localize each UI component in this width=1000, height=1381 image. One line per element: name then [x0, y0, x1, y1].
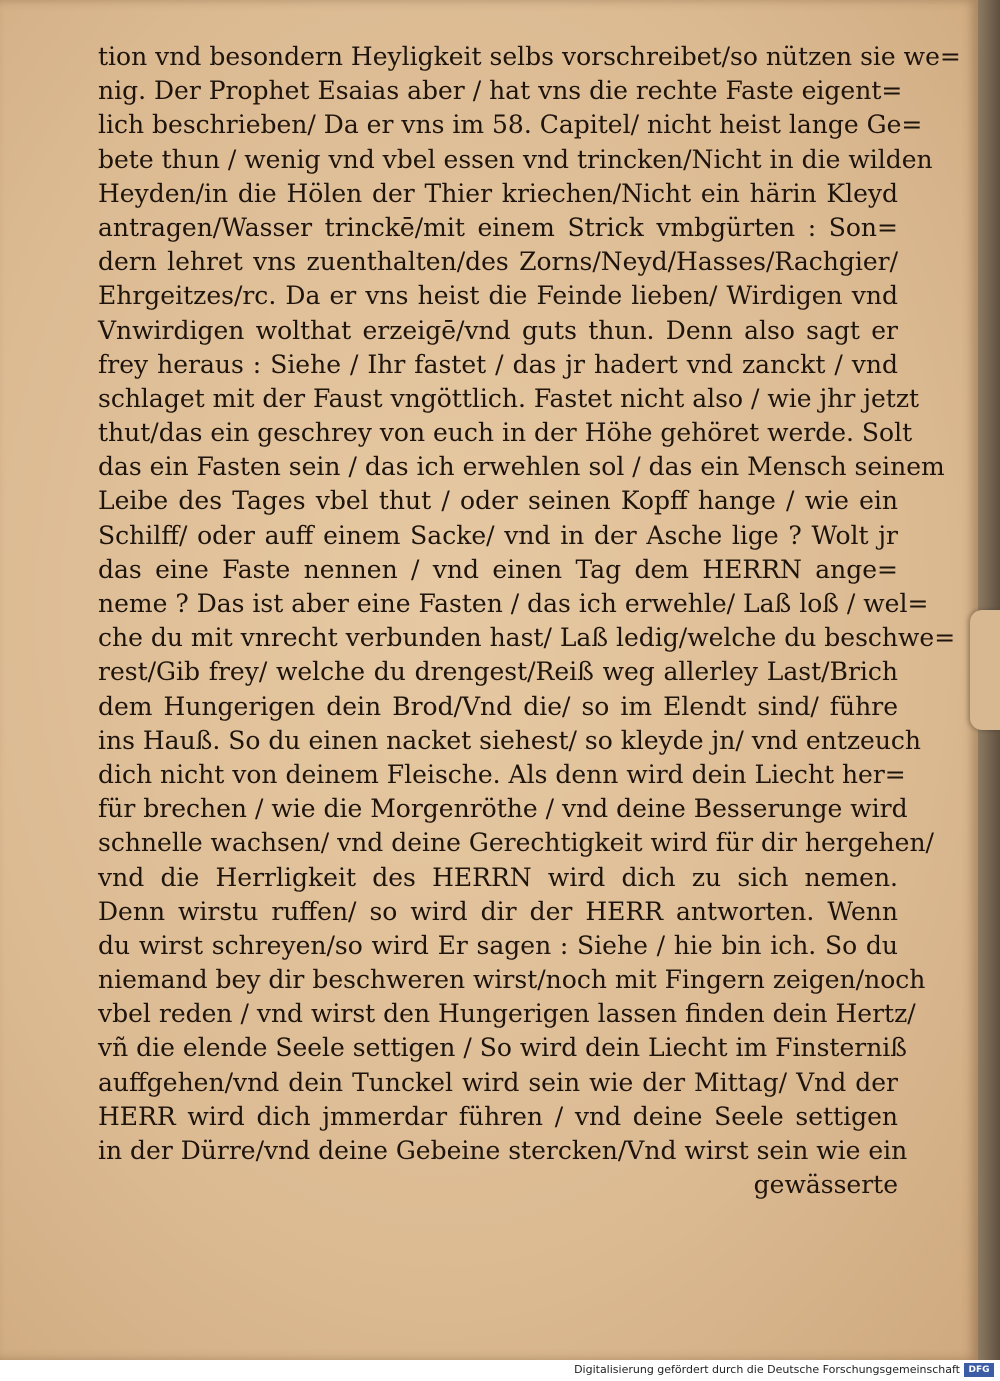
text-line: vnd die Herrligkeit des HERRN wird dich zu sich nemen.	[98, 862, 898, 892]
text-line: dern lehret vns zuenthalten/des Zorns/Neyd/Hasses/Rachgier/	[98, 247, 898, 277]
text-line: dem Hungerigen dein Brod/Vnd die/ so im Elendt sind/ führe	[98, 691, 898, 721]
page-tab	[970, 610, 1000, 730]
text-line: niemand bey dir beschweren wirst/noch mit Fingern zeigen/noch	[98, 965, 926, 995]
catchword: gewässerte	[753, 1170, 898, 1200]
text-line: thut/das ein geschrey von euch in der Höhe gehöret werde. Solt	[98, 418, 913, 448]
text-line: du wirst schreyen/so wird Er sagen : Siehe / hie bin ich. So du	[98, 930, 898, 960]
text-line: Schilff/ oder auff einem Sacke/ vnd in der Asche lige ? Wolt jr	[98, 520, 898, 550]
text-line: für brechen / wie die Morgenröthe / vnd deine Besserunge wird	[98, 794, 908, 824]
text-line: tion vnd besondern Heyligkeit selbs vorschreibet/so nützen sie we=	[98, 42, 961, 71]
text-line: nig. Der Prophet Esaias aber / hat vns die rechte Faste eigent=	[98, 76, 903, 106]
text-line: ins Hauß. So du einen nacket siehest/ so kleyde jn/ vnd entzeuch	[98, 725, 922, 755]
text-line: das eine Faste nennen / vnd einen Tag dem HERRN ange=	[98, 554, 898, 584]
footer-credit: Digitalisierung gefördert durch die Deutsche Forschungsgemeinschaft	[574, 1363, 960, 1376]
text-line: che du mit vnrecht verbunden hast/ Laß ledig/welche du beschwe=	[98, 623, 956, 653]
text-line: auffgehen/vnd dein Tunckel wird sein wie der Mittag/ Vnd der	[98, 1067, 898, 1097]
text-line: schnelle wachsen/ vnd deine Gerechtigkeit wird für dir hergehen/	[98, 828, 934, 858]
text-line: Leibe des Tages vbel thut / oder seinen Kopff hange / wie ein	[98, 486, 898, 516]
text-line: neme ? Das ist aber eine Fasten / das ich erwehle/ Laß loß / wel=	[98, 589, 929, 618]
text-line: schlaget mit der Faust vngöttlich. Fastet nicht also / wie jhr jetzt	[98, 383, 920, 413]
footer-bar	[0, 1360, 1000, 1381]
text-line: antragen/Wasser trinckē/mit einem Strick vmbgürten : Son=	[98, 212, 898, 242]
text-line: das ein Fasten sein / das ich erwehlen sol / das ein Mensch seinem	[98, 452, 945, 482]
page-text	[98, 40, 961, 1202]
text-line: lich beschrieben/ Da er vns im 58. Capitel/ nicht heist lange Ge=	[98, 110, 923, 140]
text-line: vñ die elende Seele settigen / So wird dein Liecht im Finsterniß	[98, 1033, 907, 1063]
dfg-logo: DFG	[964, 1363, 994, 1377]
text-line: bete thun / wenig vnd vbel essen vnd trincken/Nicht in die wilden	[98, 144, 933, 174]
text-line: Vnwirdigen wolthat erzeigē/vnd guts thun. Denn also sagt er	[98, 315, 898, 345]
text-line: in der Dürre/vnd deine Gebeine stercken/Vnd wirst sein wie ein	[98, 1136, 908, 1165]
text-line: Ehrgeitzes/rc. Da er vns heist die Feinde lieben/ Wirdigen vnd	[98, 281, 898, 311]
text-line: HERR wird dich jmmerdar führen / vnd deine Seele settigen	[98, 1101, 898, 1131]
text-line: vbel reden / vnd wirst den Hungerigen lassen finden dein Hertz/	[98, 999, 916, 1029]
text-line: dich nicht von deinem Fleische. Als denn wird dein Liecht her=	[98, 759, 906, 789]
text-line: Denn wirstu ruffen/ so wird dir der HERR antworten. Wenn	[98, 896, 898, 926]
text-line: Heyden/in die Hölen der Thier kriechen/Nicht ein härin Kleyd	[98, 178, 898, 208]
text-line: frey heraus : Siehe / Ihr fastet / das jr hadert vnd zanckt / vnd	[98, 349, 898, 379]
text-line: rest/Gib frey/ welche du drengest/Reiß weg allerley Last/Brich	[98, 657, 898, 687]
